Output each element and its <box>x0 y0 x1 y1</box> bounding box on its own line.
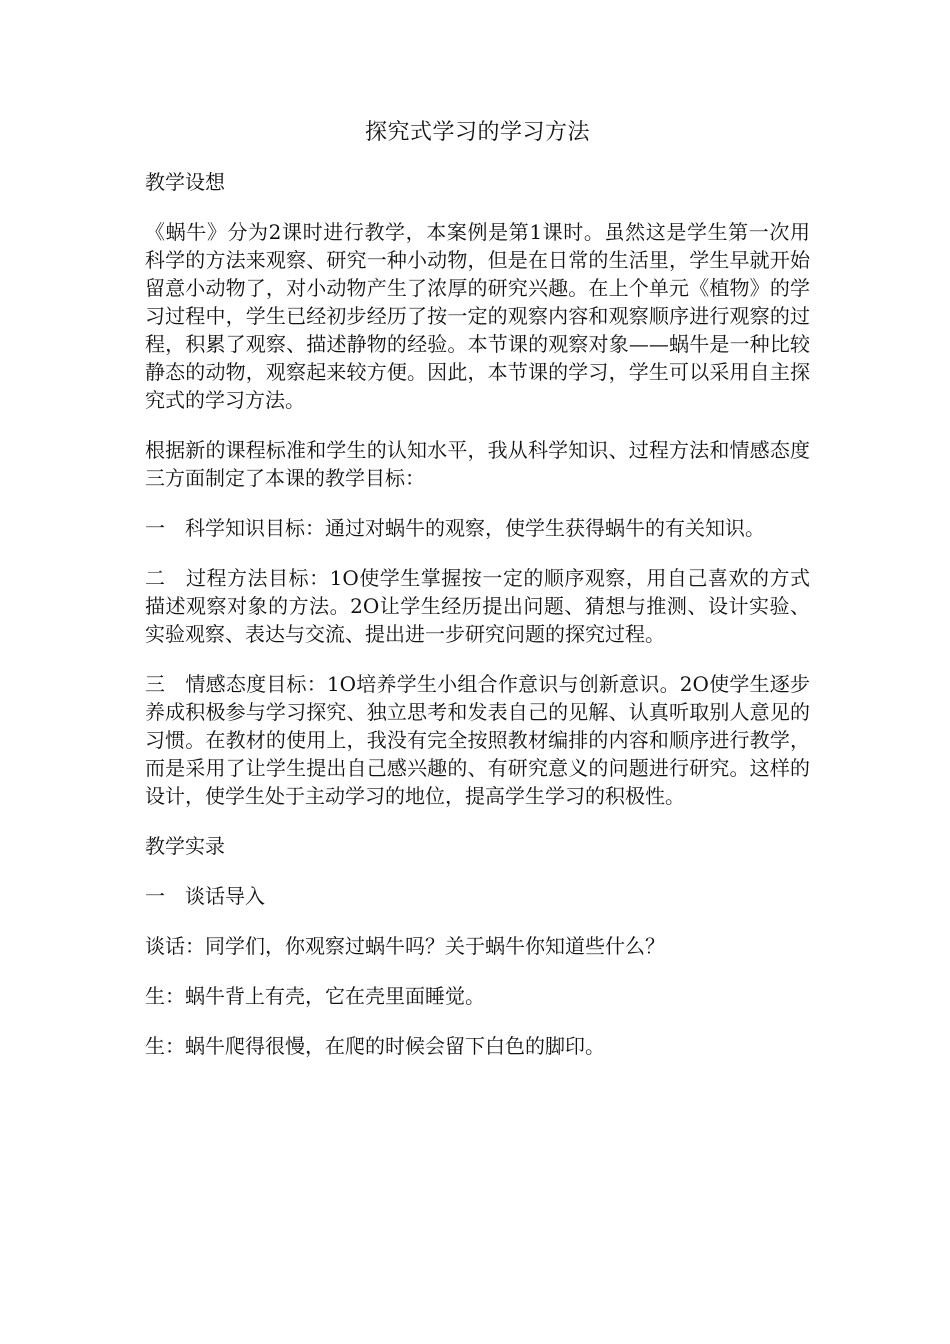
paragraph-intro: 《蜗牛》分为2课时进行教学，本案例是第1课时。虽然这是学生第一次用科学的方法来观察、研究一种小动物，但是在日常的生活里，学生早就开始留意小动物了，对小动物产生了浓厚的研究兴趣。在上个单元《植物》的学习过程中，学生已经初步经历了按一定的观察内容和观察顺序进行观察的过程，积累了观察、描述静物的经验。本节课的观察对象——蜗牛是一种比较静态的动物，观察起来较方便。因此，本节课的学习，学生可以采用自主探究式的学习方法。 <box>145 220 810 412</box>
section-heading-design: 教学设想 <box>145 170 225 194</box>
teacher-talk: 谈话：同学们，你观察过蜗牛吗？关于蜗牛你知道些什么？ <box>145 934 665 958</box>
student-answer-2: 生：蜗牛爬得很慢，在爬的时候会留下白色的脚印。 <box>145 1034 605 1058</box>
document-page <box>145 118 810 1082</box>
goal-knowledge: 一 科学知识目标：通过对蜗牛的观察，使学生获得蜗牛的有关知识。 <box>145 516 765 540</box>
goal-attitude: 三 情感态度目标：1O培养学生小组合作意识与创新意识。2O使学生逐步养成积极参与学习探究、独立思考和发表自己的见解、认真听取别人意见的习惯。在教材的使用上，我没有完全按照教材编排的内容和顺序进行教学，而是采用了让学生提出自己感兴趣的、有研究意义的问题进行研究。这样的设计，使学生处于主动学习的地位，提高学生学习的积极性。 <box>145 672 810 808</box>
student-answer-1: 生：蜗牛背上有壳，它在壳里面睡觉。 <box>145 984 485 1008</box>
paragraph-goals-intro: 根据新的课程标准和学生的认知水平，我从科学知识、过程方法和情感态度三方面制定了本课的教学目标： <box>145 438 810 490</box>
page-title: 探究式学习的学习方法 <box>364 120 590 145</box>
goal-process: 二 过程方法目标：1O使学生掌握按一定的顺序观察，用自己喜欢的方式描述观察对象的方法。2O让学生经历提出问题、猜想与推测、设计实验、实验观察、表达与交流、提出进一步研究问题的探究过程。 <box>145 566 810 646</box>
section-heading-record: 教学实录 <box>145 834 225 858</box>
step-heading-intro: 一 谈话导入 <box>145 884 265 908</box>
